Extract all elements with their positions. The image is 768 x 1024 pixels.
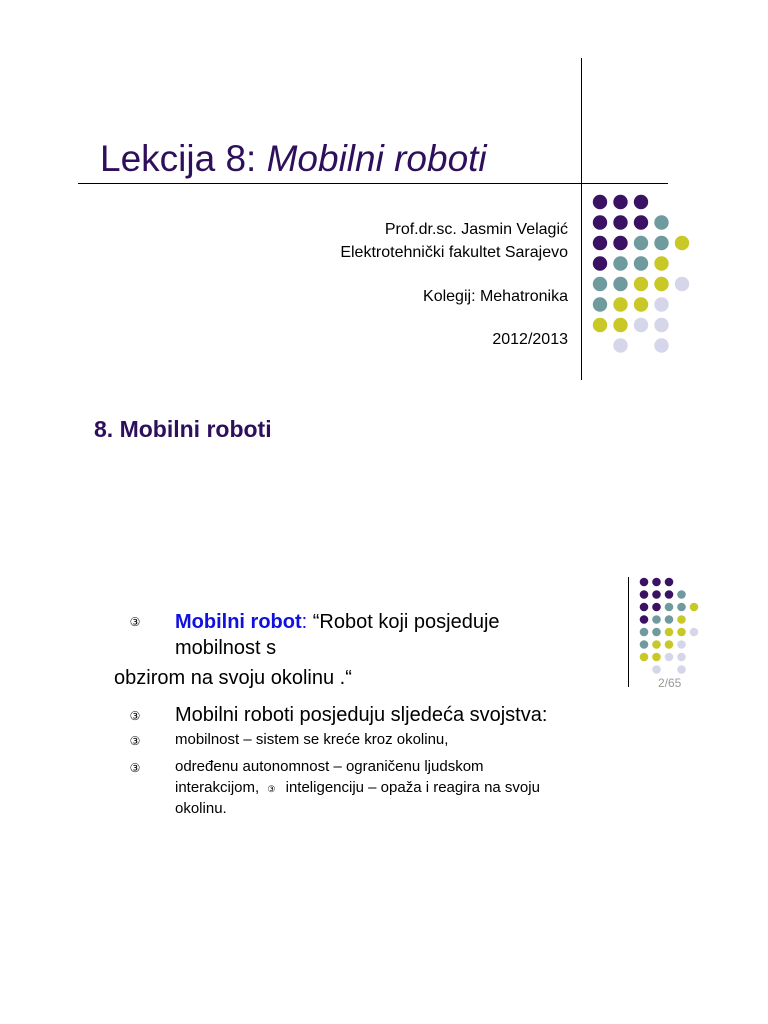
decorative-dot	[677, 640, 686, 649]
decorative-dot	[593, 215, 607, 229]
decorative-dot	[677, 653, 686, 662]
decorative-dot	[593, 256, 607, 270]
decorative-dot	[652, 665, 661, 674]
bullet-icon: ③	[129, 761, 141, 775]
decorative-dot	[634, 195, 648, 209]
course: Kolegij: Mehatronika	[423, 288, 568, 305]
decorative-dot	[690, 628, 699, 637]
properties-intro: Mobilni roboti posjeduju sljedeća svojstva:	[175, 704, 548, 726]
decorative-dot	[634, 277, 648, 291]
decorative-dot	[654, 297, 668, 311]
decorative-dot	[665, 653, 674, 662]
decorative-dot	[665, 628, 674, 637]
decorative-dot	[652, 615, 661, 624]
decorative-dot	[593, 236, 607, 250]
decorative-dot	[690, 603, 699, 612]
decorative-dot	[677, 603, 686, 612]
decorative-dot	[593, 318, 607, 332]
decorative-dot	[665, 640, 674, 649]
small-vertical-divider	[628, 577, 629, 687]
decorative-dot	[677, 665, 686, 674]
property-autonomy-line3: okolinu.	[175, 800, 227, 817]
decorative-dot	[640, 590, 649, 599]
decorative-dot	[634, 297, 648, 311]
vertical-divider	[581, 58, 582, 380]
definition-term: Mobilni robot	[175, 611, 302, 633]
decorative-dot	[654, 215, 668, 229]
decorative-dot	[593, 297, 607, 311]
definition-line2: mobilnost s	[175, 637, 277, 659]
decorative-dot	[613, 236, 627, 250]
decorative-dot	[654, 236, 668, 250]
slide-title	[100, 138, 487, 180]
decorative-dot	[677, 590, 686, 599]
decorative-dot	[665, 603, 674, 612]
decorative-dot	[593, 277, 607, 291]
decorative-dot-grid-small	[636, 576, 706, 676]
decorative-dot	[665, 615, 674, 624]
decorative-dot	[593, 195, 607, 209]
decorative-dot	[613, 277, 627, 291]
decorative-dot	[634, 236, 648, 250]
decorative-dot	[675, 236, 689, 250]
property-mobility: mobilnost – sistem se kreće kroz okolinu,	[175, 731, 449, 748]
decorative-dot	[652, 578, 661, 587]
decorative-dot	[640, 628, 649, 637]
decorative-dot	[613, 338, 627, 352]
decorative-dot	[652, 628, 661, 637]
bullet-icon: ③	[129, 615, 141, 629]
decorative-dot	[613, 195, 627, 209]
decorative-dot	[652, 590, 661, 599]
property-interaction: interakcijom,	[175, 779, 260, 796]
decorative-dot	[613, 215, 627, 229]
decorative-dot	[640, 615, 649, 624]
property-autonomy-line2	[175, 778, 540, 799]
decorative-dot	[654, 277, 668, 291]
decorative-dot-grid	[590, 192, 710, 362]
decorative-dot	[652, 603, 661, 612]
decorative-dot	[665, 578, 674, 587]
decorative-dot	[640, 640, 649, 649]
decorative-dot	[654, 338, 668, 352]
title-italic: Mobilni roboti	[266, 138, 487, 179]
definition-line3: obzirom na svoju okolinu .“	[114, 667, 352, 689]
decorative-dot	[640, 578, 649, 587]
title-underline	[78, 183, 668, 184]
decorative-dot	[640, 653, 649, 662]
decorative-dot	[652, 640, 661, 649]
faculty: Elektrotehnički fakultet Sarajevo	[340, 244, 568, 261]
decorative-dot	[654, 256, 668, 270]
decorative-dot	[613, 297, 627, 311]
decorative-dot	[634, 318, 648, 332]
decorative-dot	[634, 215, 648, 229]
decorative-dot	[654, 318, 668, 332]
definition-line1	[175, 610, 500, 635]
bullet-icon: ③	[129, 734, 141, 748]
property-autonomy-line1: određenu autonomnost – ograničenu ljudskom	[175, 758, 484, 775]
decorative-dot	[665, 590, 674, 599]
bullet-icon: ③	[129, 709, 141, 723]
decorative-dot	[613, 256, 627, 270]
decorative-dot	[675, 277, 689, 291]
decorative-dot	[677, 615, 686, 624]
page-number: 2/65	[658, 676, 682, 690]
bullet-icon: ③	[267, 784, 276, 794]
year: 2012/2013	[492, 331, 568, 348]
section-heading: 8. Mobilni roboti	[94, 416, 272, 442]
decorative-dot	[652, 653, 661, 662]
decorative-dot	[634, 256, 648, 270]
property-intelligence: inteligenciju – opaža i reagira na svoju	[285, 779, 540, 796]
definition-text: “Robot koji posjeduje	[307, 611, 500, 633]
author: Prof.dr.sc. Jasmin Velagić	[384, 221, 568, 238]
definition-colon: :	[301, 611, 308, 633]
decorative-dot	[640, 603, 649, 612]
decorative-dot	[613, 318, 627, 332]
decorative-dot	[677, 628, 686, 637]
title-plain: Lekcija 8:	[100, 138, 267, 179]
